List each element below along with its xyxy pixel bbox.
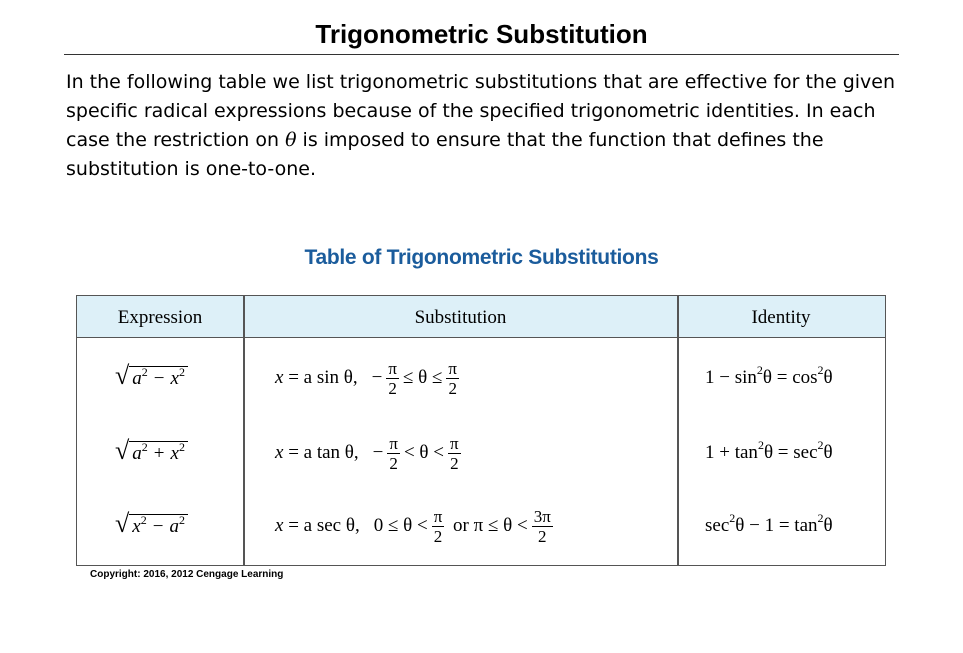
identity-cell: 1 − sin $^2$ θ = cos $^2$ θ — [705, 362, 833, 388]
intro-text-start: In the following table we list trigonometric substitutions that are effective for the given specific radical expressions because of the specified trigonometric identities. In each case the restriction on — [66, 71, 896, 151]
substitution-cell: x = a tan θ, − $\frac{\pi}{2}$ < θ < $\frac{\pi}{2}$ — [275, 433, 459, 473]
fraction: $\frac{\pi}{2}$ — [450, 433, 459, 473]
header-identity: Identity — [751, 307, 811, 328]
fraction: $\frac{\pi}{2}$ — [388, 358, 397, 398]
fraction: $\frac{\pi}{2}$ — [389, 433, 398, 473]
table-title: Table of Trigonometric Substitutions — [304, 246, 659, 269]
sqrt-expression: √ $x^2 - a^2$ — [115, 512, 188, 540]
table-header-row — [77, 296, 885, 338]
substitution-cell: x = a sin θ, − $\frac{\pi}{2}$ ≤ θ ≤ $\frac{\pi}{2}$ — [275, 358, 457, 398]
table-row — [77, 491, 885, 561]
expression-cell — [115, 418, 188, 488]
intro-text-end: is imposed to ensure that the function that defines the substitution is one-to-one. — [66, 129, 824, 180]
substitution-cell: x = a sec θ, 0 ≤ θ < $\frac{\pi}{2}$ or π ≤ θ < $\frac{3\pi}{2}$ — [275, 506, 551, 546]
identity-cell: 1 + tan $^2$ θ = sec $^2$ θ — [705, 437, 833, 463]
table-row — [77, 418, 885, 488]
fraction: $\frac{\pi}{2}$ — [448, 358, 457, 398]
sqrt-expression: √ $a^2 - x^2$ — [115, 364, 188, 392]
fraction: $\frac{3\pi}{2}$ — [533, 506, 551, 546]
expression-cell — [115, 491, 188, 561]
intro-theta: θ — [285, 129, 297, 151]
table-row — [77, 343, 885, 413]
fraction: $\frac{\pi}{2}$ — [433, 506, 443, 546]
substitution-table — [76, 295, 886, 566]
identity-cell: sec $^2$ θ − 1 = tan $^2$ θ — [705, 510, 833, 536]
copyright-note: Copyright: 2016, 2012 Cengage Learning — [90, 569, 284, 580]
intro-paragraph — [66, 68, 916, 184]
sqrt-expression: √ $a^2 + x^2$ — [115, 439, 188, 467]
header-expression: Expression — [117, 307, 203, 328]
expression-cell — [115, 343, 188, 413]
page-title: Trigonometric Substitution — [64, 16, 899, 55]
header-substitution: Substitution — [414, 307, 507, 328]
